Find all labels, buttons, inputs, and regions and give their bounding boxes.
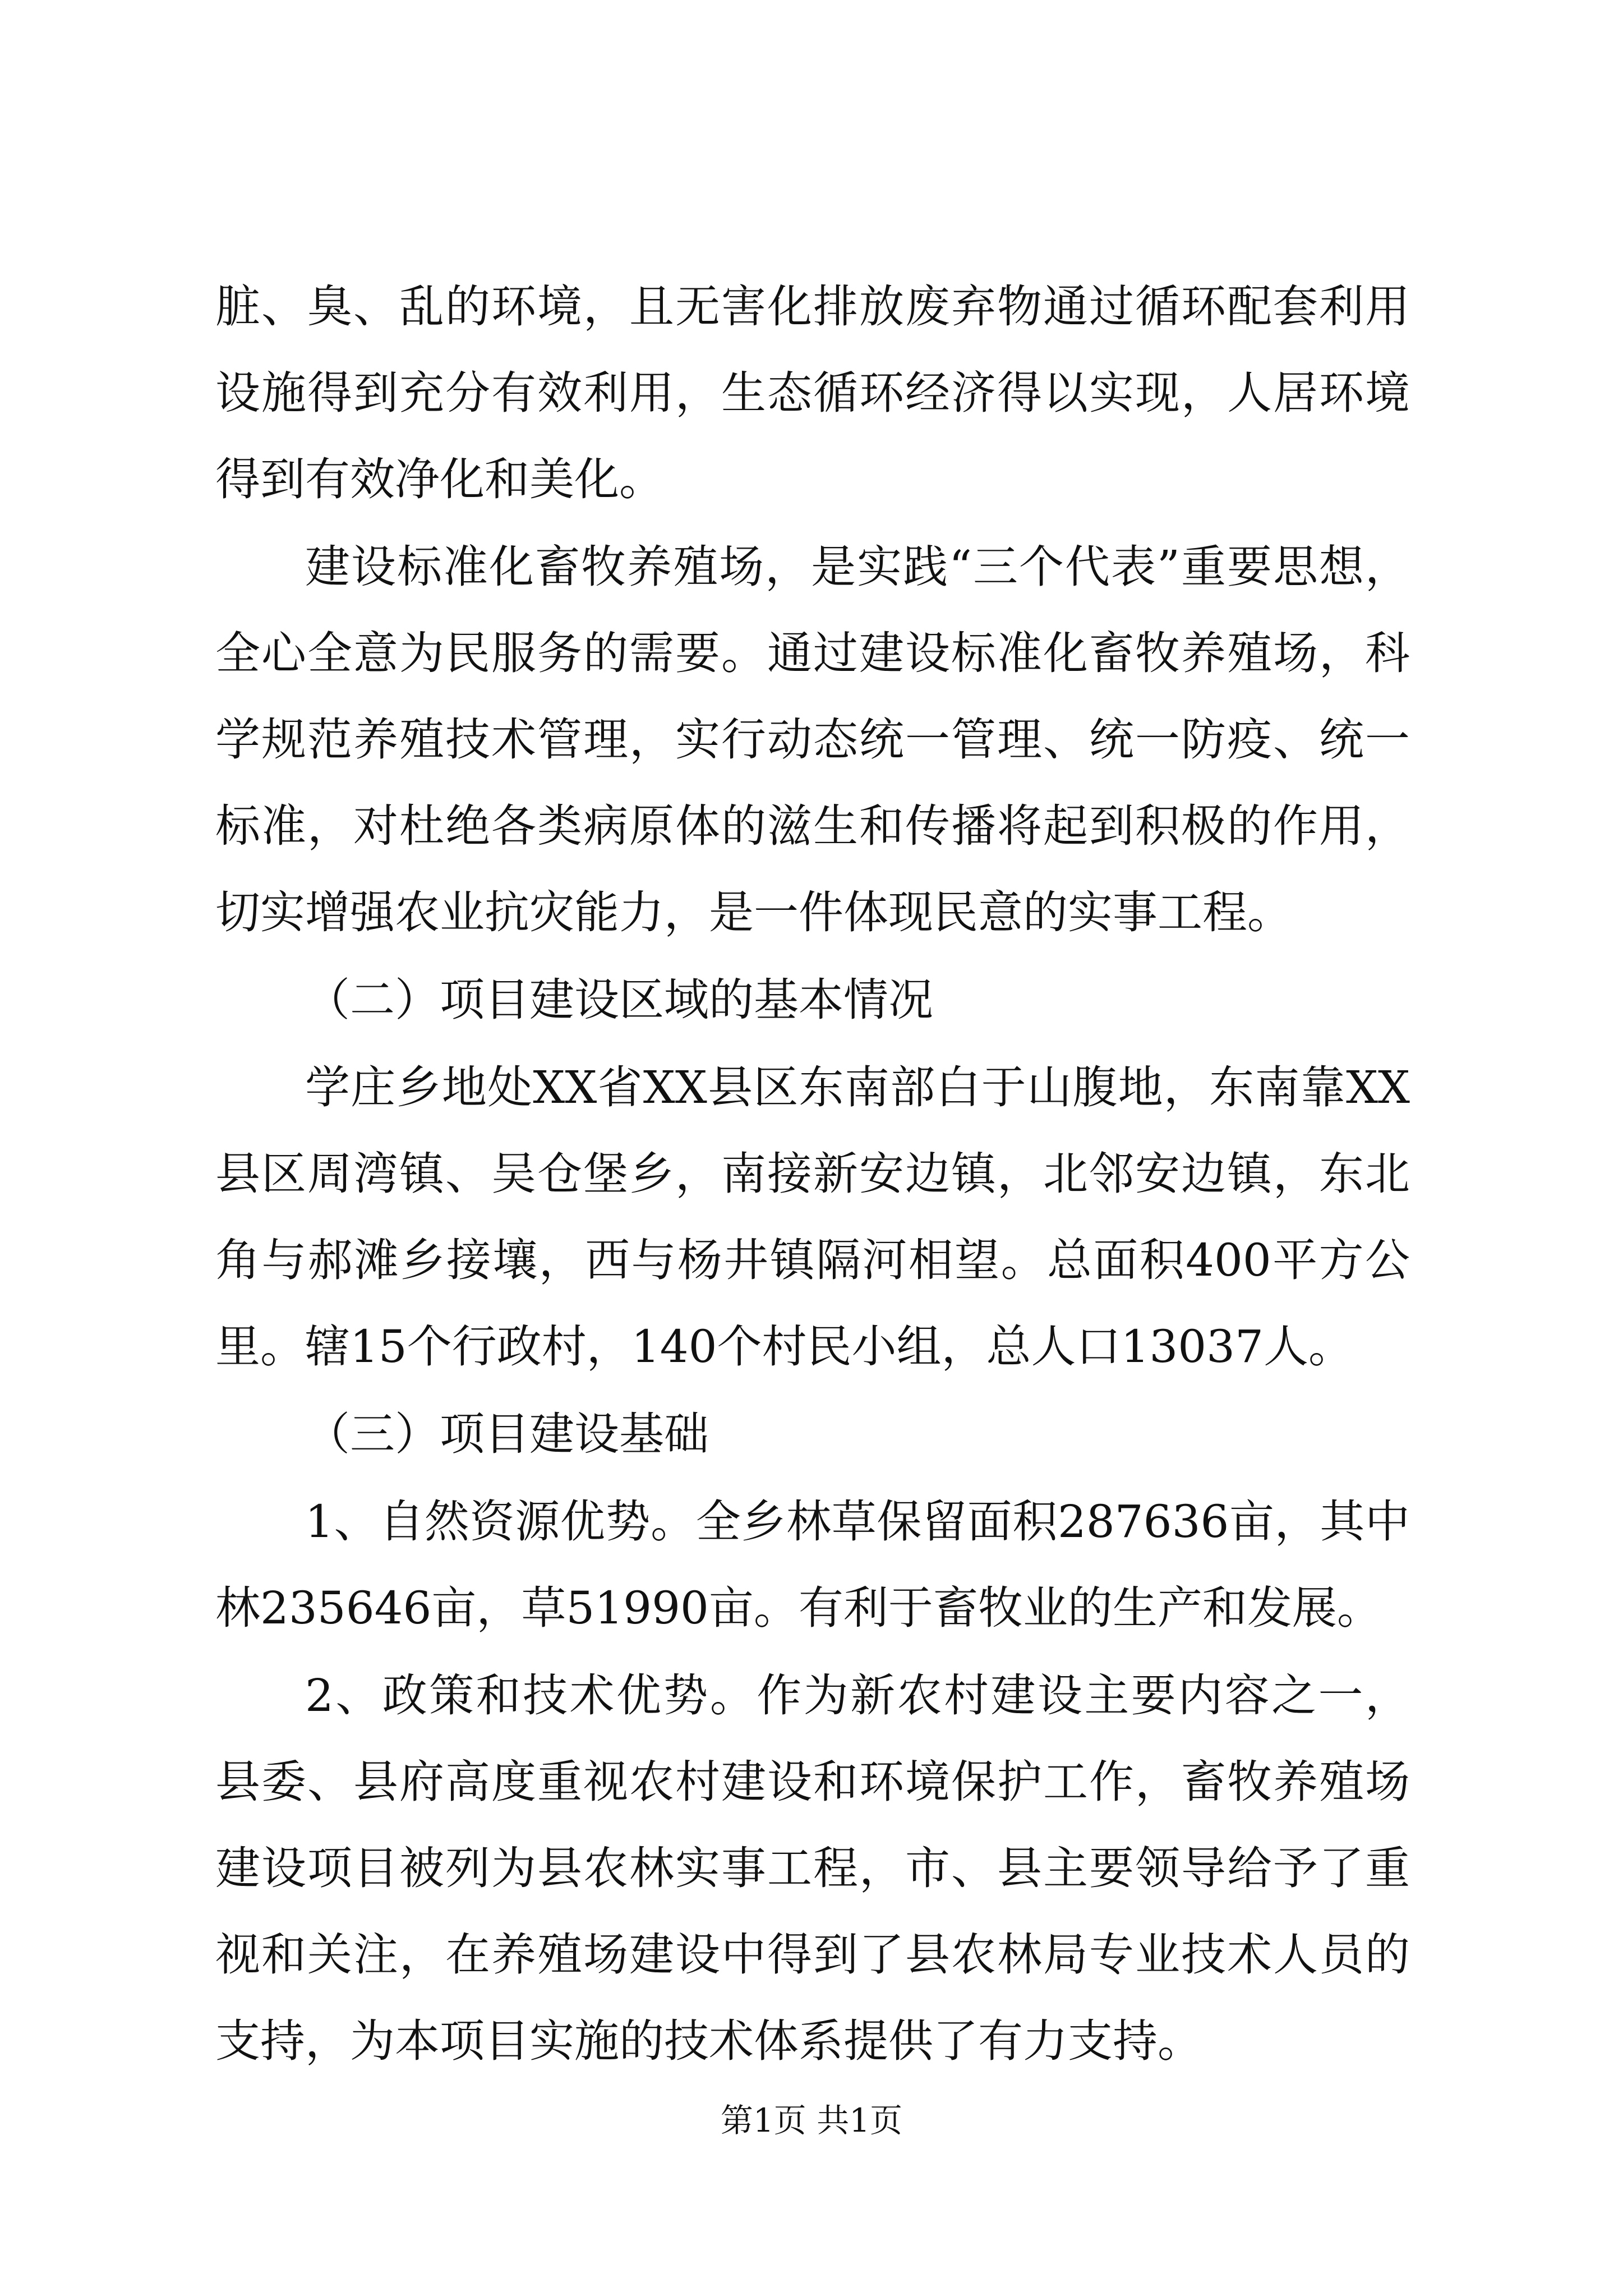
paragraph-significance: 建设标准化畜牧养殖场，是实践“三个代表”重要思想，全心全意为民服务的需要。通过建设标准化畜牧养殖场，科学规范养殖技术管理，实行动态统一管理、统一防疫、统一标准，对杜绝各类病原体的滋生和传播将起到积极的作用，切实增强农业抗灾能力，是一件体现民意的实事工程。 [215,541,1410,938]
document-body [215,264,1410,2086]
page-footer [0,2098,1623,2143]
section-heading-area: （二）项目建设区域的基本情况 [305,974,933,1026]
paragraph-area-overview: 学庄乡地处XX省XX县区东南部白于山腹地，东南靠XX县区周湾镇、吴仓堡乡，南接新安边镇，北邻安边镇，东北角与郝滩乡接壤，西与杨井镇隔河相望。总面积400平方公里。辖15个行政村，140个村民小组，总人口13037人。 [215,1061,1410,1373]
paragraph-policy-technology: 2、政策和技术优势。作为新农村建设主要内容之一，县委、县府高度重视农村建设和环境保护工作，畜牧养殖场建设项目被列为县农林实事工程，市、县主要领导给予了重视和关注，在养殖场建设中得到了县农林局专业技术人员的支持，为本项目实施的技术体系提供了有力支持。 [215,1669,1410,2067]
paragraph-natural-resources: 1、自然资源优势。全乡林草保留面积287636亩，其中林235646亩，草51990亩。有利于畜牧业的生产和发展。 [215,1496,1410,1634]
page-number: 第1页 共1页 [720,2101,903,2139]
section-heading-basis: （三）项目建设基础 [305,1408,709,1460]
paragraph-continuation: 脏、臭、乱的环境，且无害化排放废弃物通过循环配套利用设施得到充分有效利用，生态循环经济得以实现，人居环境得到有效净化和美化。 [215,280,1410,505]
